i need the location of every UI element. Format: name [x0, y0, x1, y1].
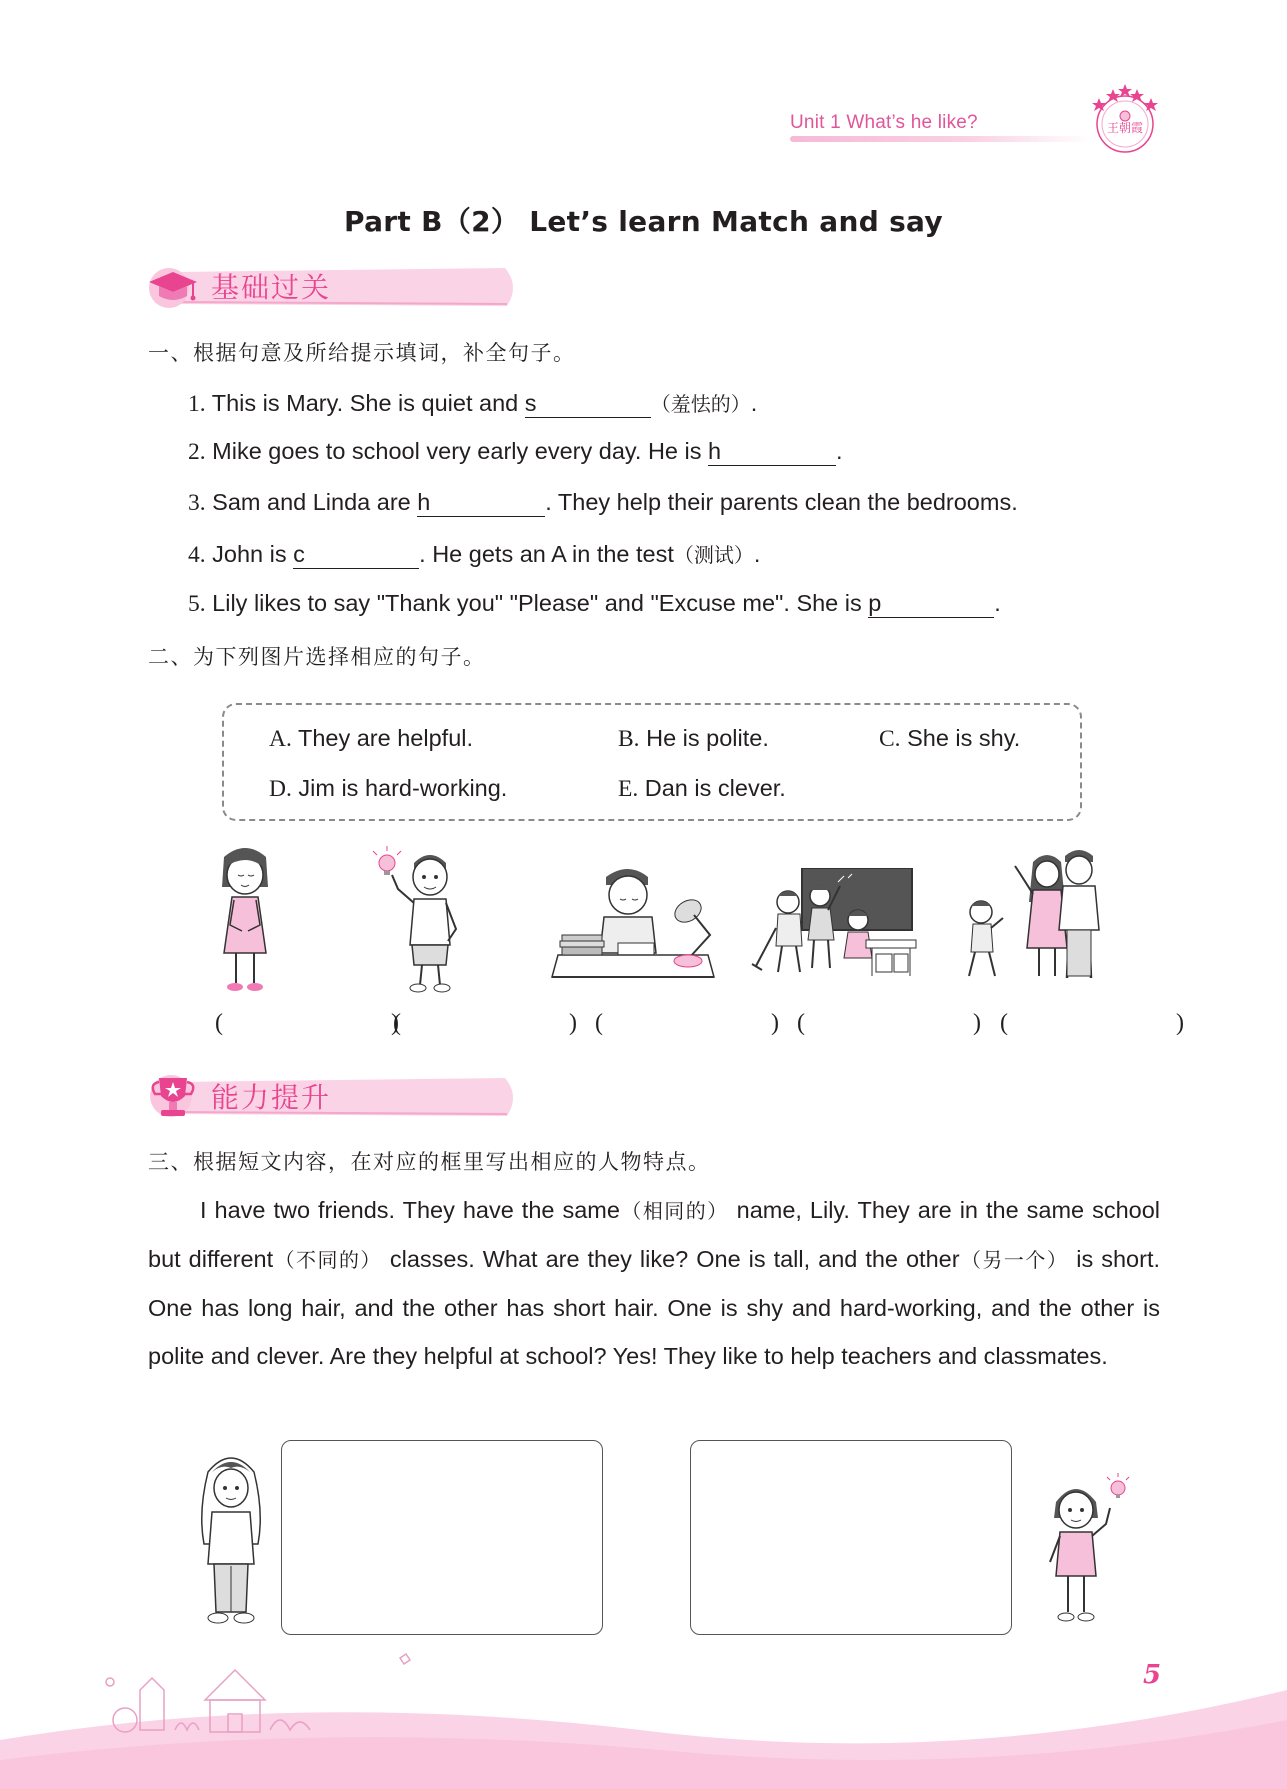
blank-hint-letter: c: [293, 541, 305, 567]
option-d: [269, 775, 507, 803]
option-e: [618, 775, 786, 803]
clever-boy-illustration: [372, 845, 472, 995]
short-hair-girl-illustration: [1036, 1472, 1136, 1627]
options-box: [222, 703, 1082, 821]
fill-item-4: [188, 539, 760, 569]
answer-blank[interactable]: [868, 590, 994, 618]
chinese-gloss: （相同的）: [619, 1199, 729, 1223]
answer-box-right[interactable]: [690, 1440, 1012, 1635]
option-c: [879, 725, 1020, 753]
option-text: They are helpful.: [291, 725, 474, 751]
option-a: [269, 725, 473, 753]
page-number: 5: [1143, 1660, 1162, 1690]
shy-girl-illustration: [210, 845, 280, 995]
option-text: Dan is clever.: [638, 775, 786, 801]
item-end: .: [753, 541, 761, 567]
answer-blank[interactable]: [417, 489, 545, 517]
answer-blank[interactable]: [293, 541, 419, 569]
item-text: Lily likes to say "Thank you" "Please" and "Excuse me". She is: [212, 590, 869, 616]
passage-text: is short. One has long hair, and the other has short hair. One is shy and hard-working, and the other is polite and clever. Are they helpful at school? Yes! They like to help teachers and classmates.: [148, 1246, 1161, 1369]
trophy-icon: [145, 1068, 201, 1124]
chinese-hint: （羞怯的）: [650, 392, 751, 416]
fill-item-5: [188, 590, 1001, 618]
item-text: Mike goes to school very early every day. He is: [212, 438, 709, 464]
answer-box-left[interactable]: [281, 1440, 603, 1635]
item-number: 1.: [188, 391, 206, 417]
header-underline: [790, 136, 1090, 142]
answer-slot-2[interactable]: ( ): [393, 1010, 617, 1036]
option-text: Jim is hard-working.: [291, 775, 508, 801]
passage-text: name, Lily. They are in the same school but different: [148, 1197, 1160, 1272]
item-number: 4.: [188, 542, 206, 568]
option-letter: C.: [879, 726, 901, 752]
cleaning-classroom-illustration: [748, 868, 923, 988]
item-number: 5.: [188, 591, 206, 617]
footer-decoration: [0, 1620, 1287, 1789]
answer-slot-3[interactable]: ( ): [595, 1010, 819, 1036]
graduation-cap-icon: [145, 258, 201, 314]
chinese-gloss: （不同的）: [273, 1248, 382, 1272]
item-after: . They help their parents clean the bedrooms.: [545, 489, 1018, 515]
blank-hint-letter: h: [708, 438, 722, 464]
reading-passage: [148, 1186, 1160, 1380]
studying-boy-illustration: [548, 865, 718, 990]
item-text: Sam and Linda are: [212, 489, 418, 515]
page-title: Part B（2） Let’s learn Match and say: [344, 205, 943, 238]
option-text: She is shy.: [900, 725, 1021, 751]
running-header: [790, 112, 978, 134]
chinese-hint: （测试）: [673, 543, 754, 567]
blank-hint-letter: s: [524, 390, 537, 416]
long-hair-girl-illustration: [188, 1452, 274, 1627]
item-text: This is Mary. She is quiet and: [211, 390, 525, 416]
item-end: .: [836, 438, 843, 464]
section-heading-advanced: [145, 1068, 331, 1124]
option-letter: D.: [269, 776, 292, 802]
fill-item-1: [188, 388, 757, 418]
answer-slot-1[interactable]: ( ): [215, 1010, 439, 1036]
passage-text: classes. What are they like? One is tall, and the other: [381, 1246, 960, 1272]
section-heading-basic: [145, 258, 331, 314]
item-number: 2.: [188, 439, 206, 465]
passage-paragraph: [148, 1186, 1160, 1380]
item-number: 3.: [188, 490, 206, 516]
item-after: . He gets an A in the test: [419, 541, 674, 567]
option-b: [618, 725, 769, 753]
answer-blank[interactable]: [708, 438, 836, 466]
fill-item-2: [188, 438, 843, 466]
item-end: .: [750, 390, 758, 416]
answer-slot-4[interactable]: ( ): [797, 1010, 1021, 1036]
part1-instruction: 一、根据句意及所给提示填词，补全句子。: [148, 341, 576, 365]
section-title-basic: 基础过关: [211, 271, 332, 304]
item-text: John is: [212, 541, 294, 567]
option-letter: A.: [269, 726, 292, 752]
option-letter: B.: [618, 726, 640, 752]
option-text: He is polite.: [639, 725, 769, 751]
svg-text:王朝霞: 王朝霞: [1106, 121, 1144, 135]
part3-instruction: 三、根据短文内容，在对应的框里写出相应的人物特点。: [148, 1150, 711, 1174]
unit-label: Unit 1 What’s he like?: [790, 112, 978, 133]
answer-blank[interactable]: [525, 390, 651, 418]
answer-slot-5[interactable]: ( ): [1000, 1010, 1224, 1036]
passage-text: I have two friends. They have the same: [200, 1197, 620, 1223]
part2-instruction: 二、为下列图片选择相应的句子。: [148, 645, 486, 669]
item-end: .: [994, 590, 1001, 616]
section-title-advanced: 能力提升: [211, 1081, 332, 1114]
fill-item-3: [188, 489, 1018, 517]
publisher-logo: [1085, 80, 1165, 156]
chinese-gloss: （另一个）: [959, 1248, 1069, 1272]
option-letter: E.: [618, 776, 639, 802]
boy-greeting-parents-illustration: [955, 848, 1105, 988]
blank-hint-letter: h: [417, 489, 431, 515]
blank-hint-letter: p: [868, 590, 882, 616]
